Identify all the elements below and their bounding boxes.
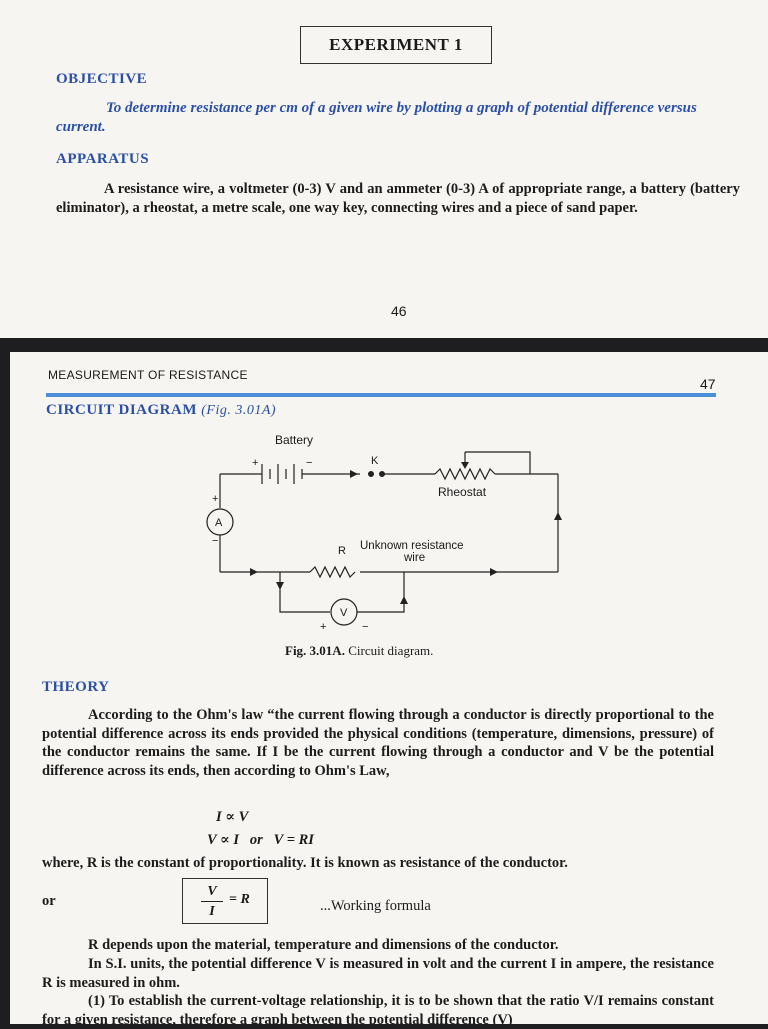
rheostat-label: Rheostat: [438, 485, 487, 499]
formula-rhs: = R: [229, 892, 250, 907]
equation-1: I ∝ V: [216, 809, 249, 825]
battery-plus: +: [252, 457, 259, 469]
formula-numerator: V: [207, 884, 217, 899]
page-number-46: 46: [391, 303, 407, 319]
resistor-symbol: [310, 567, 355, 577]
key-label: K: [371, 455, 379, 467]
resistor-label: R: [338, 545, 346, 557]
where-text: where, R is the constant of proportionality. It is known as resistance of the conductor.: [42, 855, 568, 871]
apparatus-heading: APPARATUS: [56, 151, 150, 167]
ammeter-plus: +: [212, 493, 219, 505]
objective-heading: OBJECTIVE: [56, 71, 148, 87]
objective-text: To determine resistance per cm of a given wire by plotting a graph of potential difference versus current.: [56, 100, 697, 135]
apparatus-text: A resistance wire, a voltmeter (0-3) V and an ammeter (0-3) A of appropriate range, a battery (battery eliminator), a rheostat, a metre scale, one way key, connecting wires and a piece of sand paper.: [56, 181, 740, 216]
key-terminal-left: [369, 472, 374, 477]
establish-text: (1) To establish the current-voltage relationship, it is to be shown that the ratio V/I remains constant for a given resistance, therefore a graph between the potential difference (V): [42, 993, 714, 1028]
circuit-diagram: [190, 432, 590, 632]
equation-2: V ∝ I or V = RI: [207, 832, 314, 848]
header-rule: [46, 393, 716, 397]
working-formula-label: ...Working formula: [320, 898, 431, 914]
depends-text: R depends upon the material, temperature and dimensions of the conductor.: [88, 937, 559, 953]
voltmeter-minus: −: [362, 621, 369, 632]
figure-caption: Fig. 3.01A. Circuit diagram.: [285, 643, 434, 658]
page-46: [0, 0, 768, 338]
page-number-47: 47: [700, 376, 716, 392]
battery-symbol: [262, 464, 302, 484]
theory-heading: THEORY: [42, 679, 110, 695]
circuit-heading: CIRCUIT DIAGRAM (Fig. 3.01A): [46, 402, 277, 418]
page-47: [10, 352, 768, 1028]
rheostat-symbol: [435, 469, 495, 479]
formula-denominator: I: [209, 904, 215, 919]
experiment-title: EXPERIMENT 1: [300, 26, 492, 64]
running-head: MEASUREMENT OF RESISTANCE: [48, 368, 248, 382]
si-units-text: In S.I. units, the potential difference V is measured in volt and the current I in ampere, the resistance R is measured in ohm.: [42, 956, 714, 991]
or-text: or: [42, 893, 56, 909]
battery-minus: −: [306, 457, 313, 469]
working-formula-box: [182, 878, 268, 924]
voltmeter-label: V: [340, 607, 348, 619]
unknown-resistance-label: Unknown resistance: [360, 540, 464, 552]
ammeter-minus: −: [212, 535, 219, 547]
battery-label: Battery: [275, 433, 314, 447]
unknown-wire-label: wire: [404, 552, 426, 564]
ammeter-label: A: [215, 517, 223, 529]
voltmeter-plus: +: [320, 621, 327, 632]
circuit-heading-ref: (Fig. 3.01A): [201, 403, 277, 418]
theory-paragraph: According to the Ohm's law “the current flowing through a conductor is directly proportional to the potential difference across its ends provided the physical conditions (temperature, dimensions, pressure) of the conductor remains the same. If I be the current flowing through a conductor and V be the potential difference across its ends, then according to Ohm's Law,: [42, 707, 714, 779]
